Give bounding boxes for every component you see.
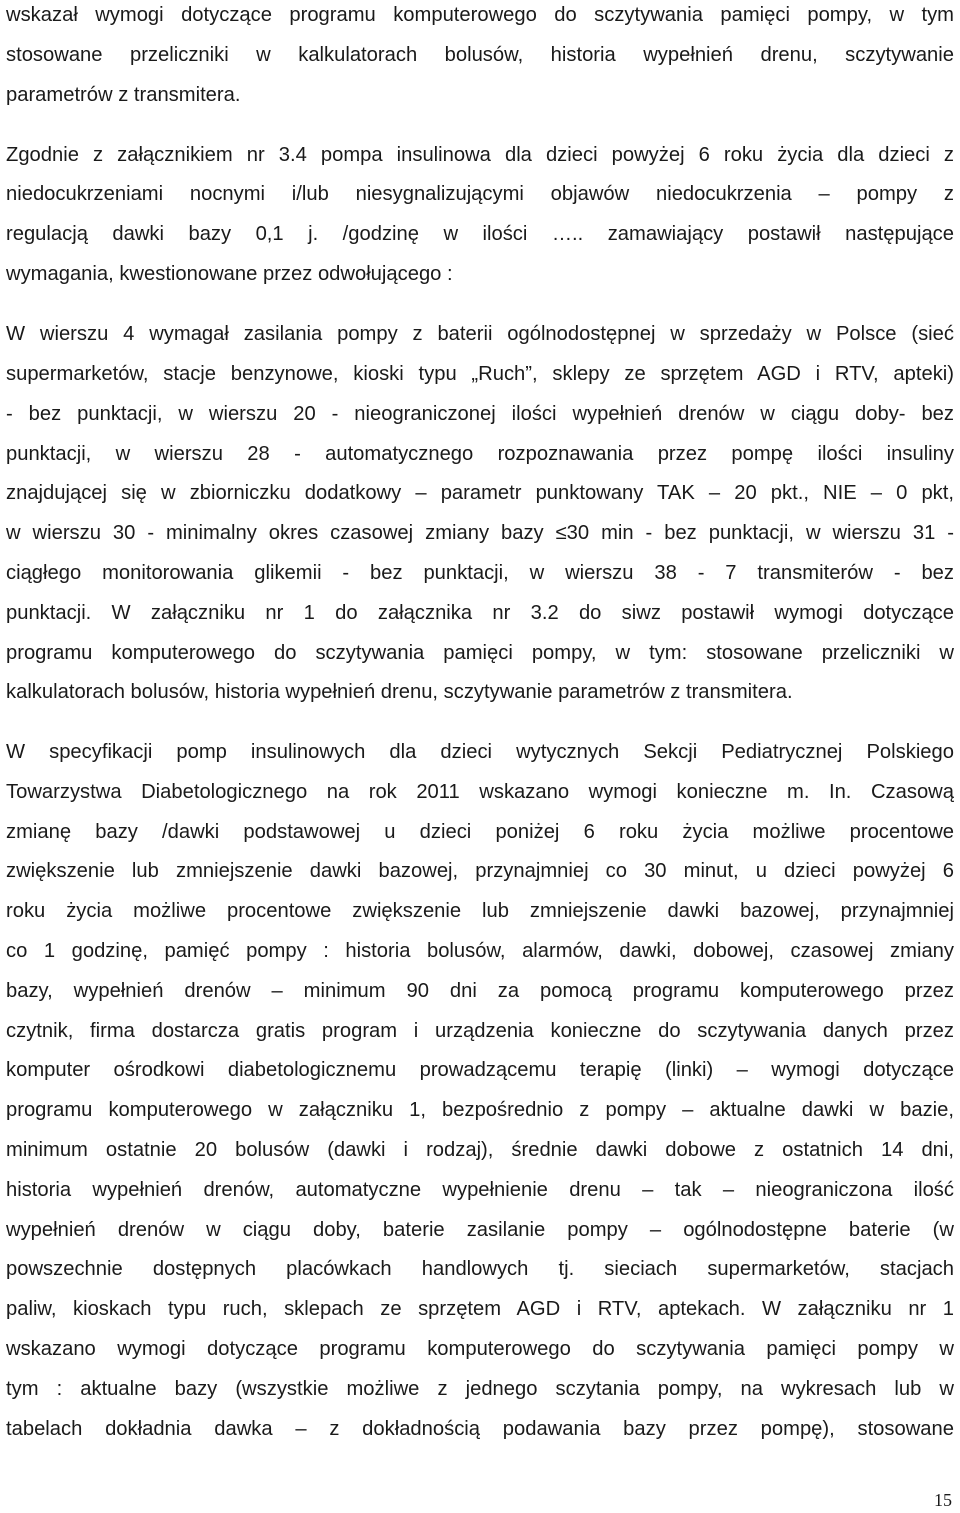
text-line: supermarketów, stacje benzynowe, kioski typu „Ruch”, sklepy ze sprzętem AGD i RTV, apteki) (6, 363, 954, 385)
text-line: co 1 godzinę, pamięć pompy : historia bolusów, alarmów, dawki, dobowej, czasowej zmiany (6, 940, 954, 962)
text-line: stosowane przeliczniki w kalkulatorach bolusów, historia wypełnień drenu, sczytywanie (6, 44, 954, 66)
text-line: historia wypełnień drenów, automatyczne wypełnienie drenu – tak – nieograniczona ilość (6, 1179, 954, 1201)
text-line: punktacji. W załączniku nr 1 do załącznika nr 3.2 do siwz postawił wymogi dotyczące (6, 602, 954, 624)
page-number: 15 (934, 1490, 952, 1510)
text-line: bazy, wypełnień drenów – minimum 90 dni za pomocą programu komputerowego przez (6, 980, 954, 1002)
text-line: punktacji, w wierszu 28 - automatycznego rozpoznawania przez pompę ilości insuliny (6, 443, 954, 465)
text-line: roku życia możliwe procentowe zwiększenie lub zmniejszenie dawki bazowej, przynajmniej (6, 900, 954, 922)
text-line: parametrów z transmitera. (6, 84, 241, 106)
text-line: wskazał wymogi dotyczące programu komputerowego do sczytywania pamięci pompy, w tym (6, 4, 954, 26)
text-line: niedocukrzeniami nocnymi i/lub niesygnalizującymi objawów niedocukrzenia – pompy z (6, 183, 954, 205)
text-line: zmianę bazy /dawki podstawowej u dzieci poniżej 6 roku życia możliwe procentowe (6, 821, 954, 843)
text-line: tabelach dokładnia dawka – z dokładnością podawania bazy przez pompę), stosowane (6, 1418, 954, 1440)
text-line: komputer ośrodkowi diabetologicznemu prowadzącemu terapię (linki) – wymogi dotyczące (6, 1059, 954, 1081)
text-line: programu komputerowego do sczytywania pamięci pompy, w tym: stosowane przeliczniki w (6, 642, 954, 664)
text-line: W specyfikacji pomp insulinowych dla dzieci wytycznych Sekcji Pediatrycznej Polskiego (6, 741, 954, 763)
text-line: programu komputerowego w załączniku 1, bezpośrednio z pompy – aktualne dawki w bazie, (6, 1099, 954, 1121)
text-line: ciągłego monitorowania glikemii - bez punktacji, w wierszu 38 - 7 transmiterów - bez (6, 562, 954, 584)
text-line: Zgodnie z załącznikiem nr 3.4 pompa insulinowa dla dzieci powyżej 6 roku życia dla dzieci z (6, 144, 954, 166)
text-line: czytnik, firma dostarcza gratis program i urządzenia konieczne do sczytywania danych przez (6, 1020, 954, 1042)
text-line: wskazano wymogi dotyczące programu komputerowego do sczytywania pamięci pompy w (6, 1338, 954, 1360)
text-line: Towarzystwa Diabetologicznego na rok 2011 wskazano wymogi konieczne m. In. Czasową (6, 781, 954, 803)
text-line: zwiększenie lub zmniejszenie dawki bazowej, przynajmniej co 30 minut, u dzieci powyżej 6 (6, 860, 954, 882)
text-line: znajdującej się w zbiorniczku dodatkowy – parametr punktowany TAK – 20 pkt., NIE – 0 pkt, (6, 482, 954, 504)
text-line: W wierszu 4 wymagał zasilania pompy z baterii ogólnodostępnej w sprzedaży w Polsce (sieć (6, 323, 954, 345)
text-line: wymagania, kwestionowane przez odwołującego : (6, 263, 453, 285)
text-line: tym : aktualne bazy (wszystkie możliwe z jednego sczytania pompy, na wykresach lub w (6, 1378, 954, 1400)
text-line: - bez punktacji, w wierszu 20 - nieograniczonej ilości wypełnień drenów w ciągu doby- bez (6, 403, 954, 425)
text-line: powszechnie dostępnych placówkach handlowych tj. sieciach supermarketów, stacjach (6, 1258, 954, 1280)
text-line: regulacją dawki bazy 0,1 j. /godzinę w ilości ….. zamawiający postawił następujące (6, 223, 954, 245)
text-line: kalkulatorach bolusów, historia wypełnień drenu, sczytywanie parametrów z transmitera. (6, 681, 793, 703)
text-line: paliw, kioskach typu ruch, sklepach ze sprzętem AGD i RTV, aptekach. W załączniku nr 1 (6, 1298, 954, 1320)
text-line: w wierszu 30 - minimalny okres czasowej zmiany bazy ≤30 min - bez punktacji, w wierszu 31 - (6, 522, 954, 544)
text-line: minimum ostatnie 20 bolusów (dawki i rodzaj), średnie dawki dobowe z ostatnich 14 dni, (6, 1139, 954, 1161)
text-line: wypełnień drenów w ciągu doby, baterie zasilanie pompy – ogólnodostępne baterie (w (6, 1219, 954, 1241)
